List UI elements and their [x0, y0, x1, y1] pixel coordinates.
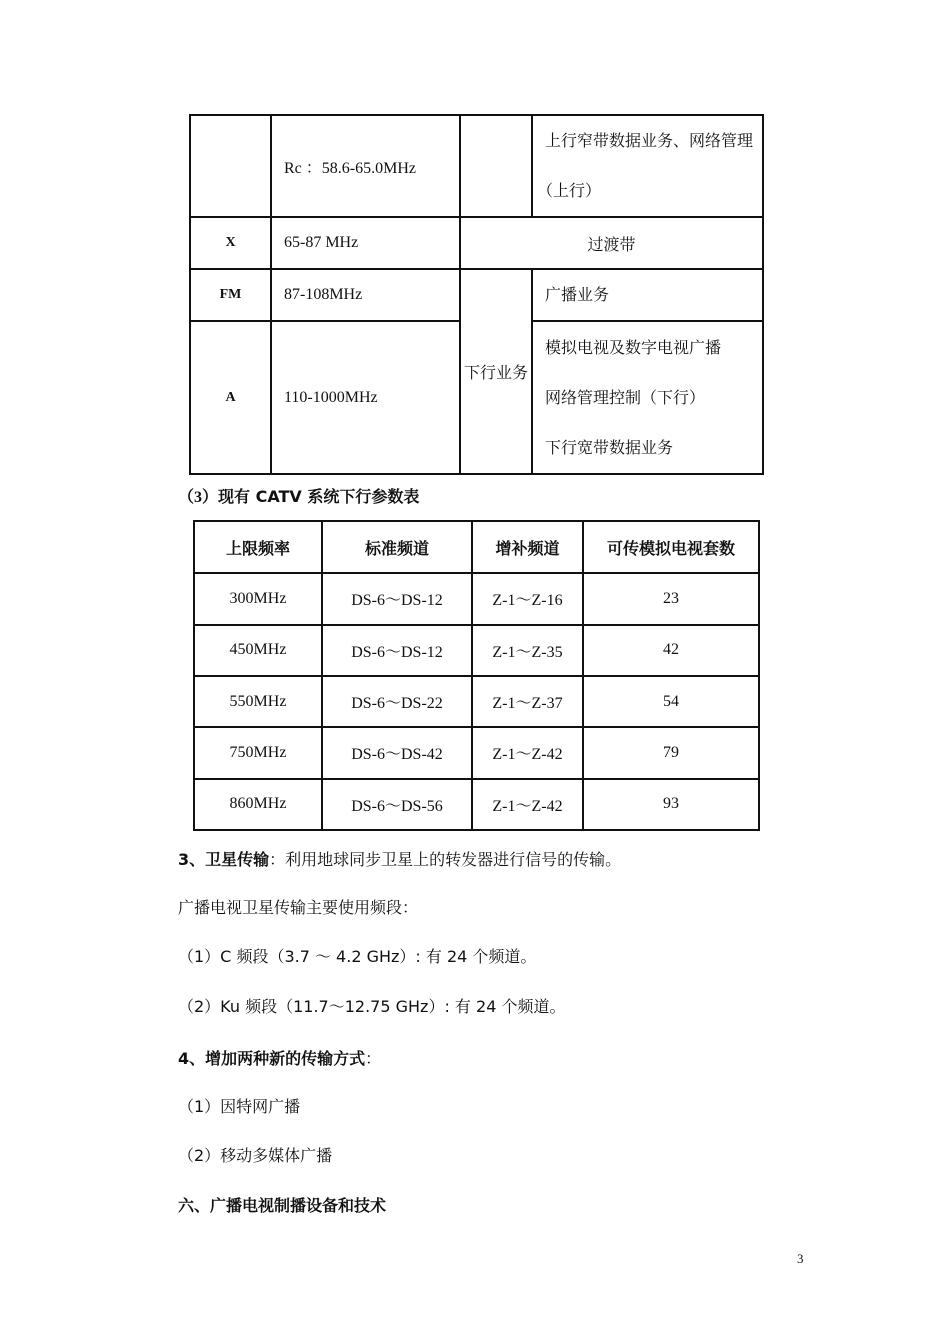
- service-line: 广播业务: [545, 285, 610, 304]
- table-cell: Z-1～Z-35: [472, 625, 583, 676]
- empty-cell: [460, 115, 532, 217]
- service-line: 上行窄带数据业务、网络管理: [545, 131, 754, 150]
- range-cell: 65-87 MHz: [271, 217, 460, 269]
- c-band-line: （1）C 频段（3.7 ～ 4.2 GHz）: 有 24 个频道。: [178, 947, 537, 966]
- table-row: [194, 573, 759, 624]
- downlink-label-cell: 下行业务: [460, 269, 532, 474]
- caption-number: 3: [194, 489, 203, 506]
- table-cell: 93: [583, 779, 759, 830]
- table-cell: Z-1～Z-42: [472, 727, 583, 778]
- satellite-paragraph: [178, 847, 621, 870]
- table-row: [194, 779, 759, 830]
- table-cell: Z-1～Z-16: [472, 573, 583, 624]
- table-cell: DS-6～DS-12: [322, 625, 472, 676]
- catv-table-caption: [178, 484, 419, 507]
- range-cell: 87-108MHz: [271, 269, 460, 321]
- new-methods-paragraph: [178, 1046, 381, 1069]
- transition-band-cell: 过渡带: [460, 217, 763, 269]
- method-item-1: （1）因特网广播: [178, 1097, 301, 1116]
- table-row: [194, 727, 759, 778]
- frequency-allocation-table: [189, 114, 764, 475]
- table-row: [190, 115, 763, 217]
- column-header: 标准频道: [322, 521, 472, 573]
- range-cell: Rc ：58.6-65.0MHz: [271, 115, 460, 217]
- table-cell: DS-6～DS-12: [322, 573, 472, 624]
- band-cell: A: [190, 321, 271, 474]
- service-cell: [532, 269, 763, 321]
- band-cell: [190, 115, 271, 217]
- service-line: 下行宽带数据业务: [545, 437, 674, 457]
- satellite-heading: 3、卫星传输: [178, 850, 270, 869]
- catv-parameter-table: [193, 520, 760, 831]
- table-cell: Z-1～Z-37: [472, 676, 583, 727]
- table-cell: 79: [583, 727, 759, 778]
- column-header: 增补频道: [472, 521, 583, 573]
- table-row: [190, 217, 763, 269]
- band-cell: FM: [190, 269, 271, 321]
- range-cell: 110-1000MHz: [271, 321, 460, 474]
- new-methods-colon: ：: [365, 1049, 382, 1068]
- table-cell: 300MHz: [194, 573, 322, 624]
- ku-band-line: （2）Ku 频段（11.7～12.75 GHz）: 有 24 个频道。: [178, 997, 566, 1016]
- table-row: [194, 625, 759, 676]
- table-cell: 750MHz: [194, 727, 322, 778]
- service-line: （上行）: [537, 181, 602, 200]
- service-cell: [532, 321, 763, 474]
- service-line: 模拟电视及数字电视广播: [545, 337, 722, 357]
- table-cell: Z-1～Z-42: [472, 779, 583, 830]
- service-line: 网络管理控制（下行）: [545, 387, 706, 407]
- table-cell: 450MHz: [194, 625, 322, 676]
- table-cell: 23: [583, 573, 759, 624]
- section-6-heading: 六、广播电视制播设备和技术: [178, 1196, 387, 1215]
- table-cell: DS-6～DS-56: [322, 779, 472, 830]
- new-methods-heading: 4、增加两种新的传输方式: [178, 1049, 366, 1068]
- table-cell: DS-6～DS-42: [322, 727, 472, 778]
- table-cell: 54: [583, 676, 759, 727]
- method-item-2: （2）移动多媒体广播: [178, 1146, 333, 1165]
- table-cell: 860MHz: [194, 779, 322, 830]
- table-cell: DS-6～DS-22: [322, 676, 472, 727]
- satellite-intro: 广播电视卫星传输主要使用频段：: [178, 898, 419, 917]
- caption-text: ）现有 CATV 系统下行参数表: [202, 487, 420, 506]
- column-header: 上限频率: [194, 521, 322, 573]
- caption-open-paren: （: [178, 487, 195, 506]
- page-number: 3: [797, 1251, 804, 1266]
- column-header: 可传模拟电视套数: [583, 521, 759, 573]
- band-cell: X: [190, 217, 271, 269]
- table-row: [190, 269, 763, 321]
- table-cell: 42: [583, 625, 759, 676]
- table-row: [194, 676, 759, 727]
- satellite-desc: ：利用地球同步卫星上的转发器进行信号的传输。: [269, 850, 622, 869]
- table-cell: 550MHz: [194, 676, 322, 727]
- service-cell: [532, 115, 763, 217]
- table-header-row: [194, 521, 759, 573]
